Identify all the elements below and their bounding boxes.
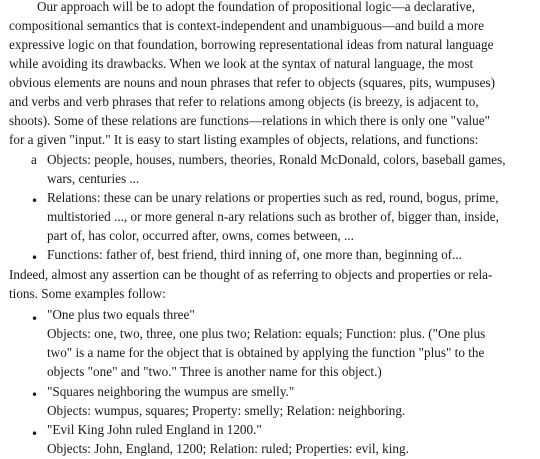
- list-item-line: two" is a name for the object that is obtained by applying the function "plus" to the: [47, 345, 485, 360]
- intro-line: obvious elements are nouns and noun phrases that refer to objects (squares, pits, wumpuses): [9, 75, 495, 90]
- body-line: Indeed, almost any assertion can be thought of as referring to objects and properties or rela-: [9, 267, 493, 282]
- list-item-line: wars, centuries ...: [47, 171, 140, 186]
- intro-line: compositional semantics that is context-independent and unambiguous—and build a more: [9, 18, 485, 33]
- example-quote: "Squares neighboring the wumpus are smelly.": [47, 384, 295, 399]
- list-item-line: part of, has color, occurred after, owns, comes between, ...: [47, 228, 354, 243]
- bullet-marker: •: [31, 312, 39, 326]
- list-item-line: Relations: these can be unary relations or properties such as red, round, bogus, prime,: [47, 190, 499, 205]
- intro-line: Our approach will be to adopt the foundation of propositional logic—a declarative,: [37, 0, 475, 14]
- intro-line: for a given "input." It is easy to start listing examples of objects, relations, and functions:: [9, 132, 479, 147]
- list-item-line: Functions: father of, best friend, third inning of, one more than, beginning of...: [47, 247, 462, 262]
- intro-line: expressive logic on that foundation, borrowing representational ideas from natural language: [9, 37, 494, 52]
- list-item-line: objects "one" and "two." Three is another name for this object.): [47, 364, 382, 379]
- intro-line: while avoiding its drawbacks. When we look at the syntax of natural language, the most: [9, 56, 474, 71]
- bullet-marker: •: [31, 427, 39, 441]
- body-line: tions. Some examples follow:: [9, 286, 166, 301]
- list-item-line: Objects: John, England, 1200; Relation: ruled; Properties: evil, king.: [47, 441, 409, 456]
- list-item-line: Objects: people, houses, numbers, theories, Ronald McDonald, colors, baseball games,: [47, 152, 506, 167]
- bullet-marker: •: [31, 194, 39, 208]
- list-item-line: Objects: one, two, three, one plus two; Relation: equals; Function: plus. ("One plus: [47, 326, 486, 341]
- list-item-line: Objects: wumpus, squares; Property: smelly; Relation: neighboring.: [47, 403, 406, 418]
- example-quote: "Evil King John ruled England in 1200.": [47, 422, 262, 437]
- list-marker: a: [31, 152, 37, 167]
- bullet-marker: •: [31, 251, 39, 265]
- intro-line: shoots). Some of these relations are functions—relations in which there is only one "value": [9, 113, 491, 128]
- intro-line: and verbs and verb phrases that refer to relations among objects (is breezy, is adjacent to,: [9, 94, 479, 109]
- list-item-line: multistoried ..., or more general n-ary relations such as brother of, bigger than, inside,: [47, 209, 499, 224]
- bullet-marker: •: [31, 388, 39, 402]
- example-quote: "One plus two equals three": [47, 307, 195, 322]
